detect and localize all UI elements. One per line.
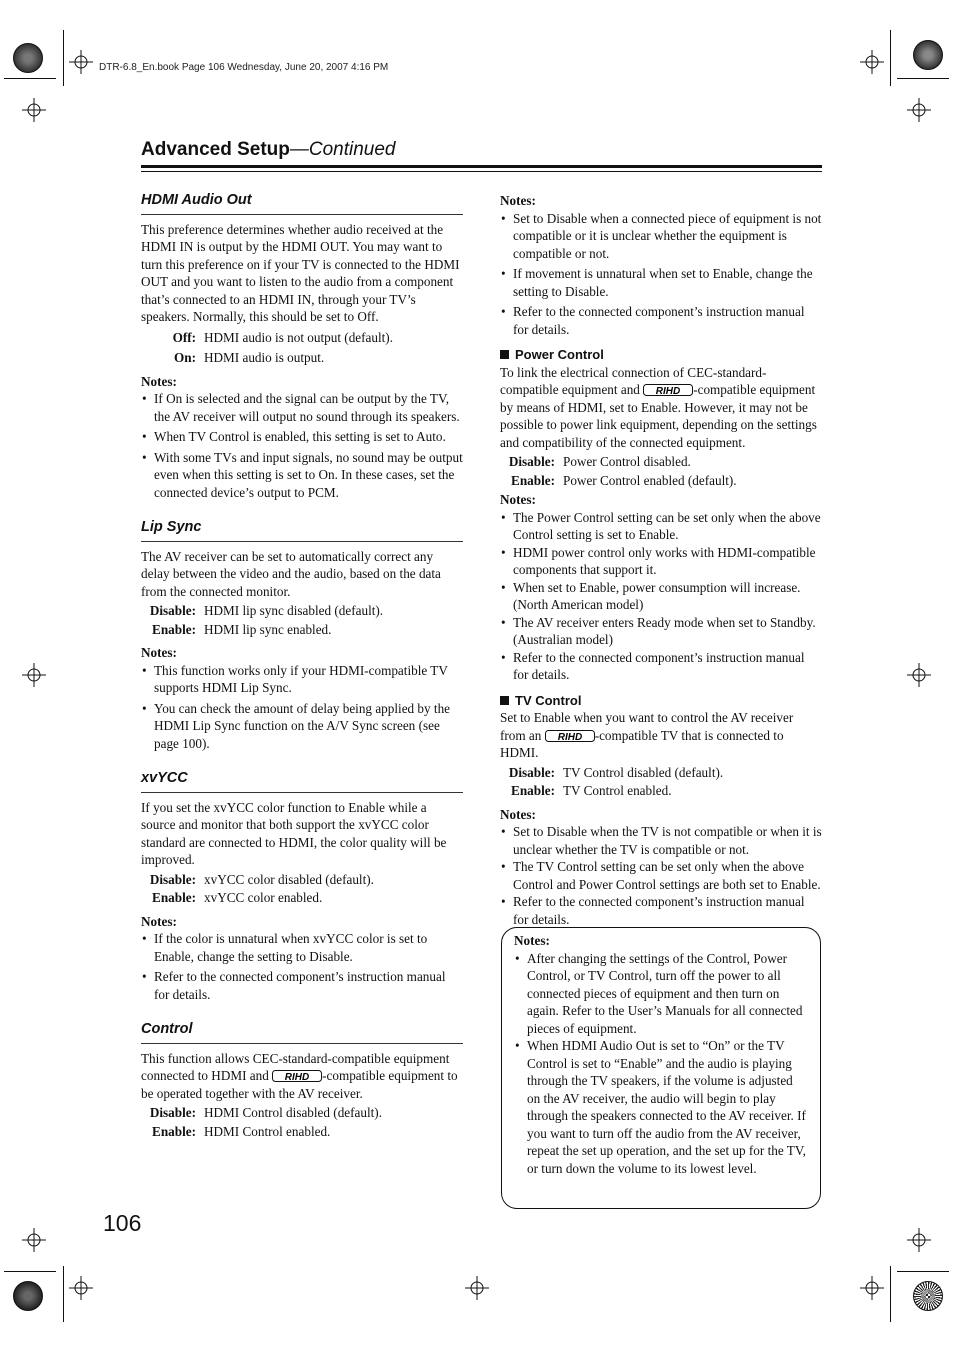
section-body: If you set the xvYCC color function to Enable while a source and monitor that both support the xvYCC color standard are connected to HDMI, the color quality will be improved. [141,799,447,867]
option-row [141,349,463,367]
note-item: • When TV Control is enabled, this setting is set to Auto. [141,428,463,446]
crop-line [63,1266,64,1322]
option-row [141,621,463,639]
section-heading: HDMI Audio Out [141,192,463,215]
option-row [500,764,822,782]
notes-list [500,823,822,928]
note-item: • After changing the settings of the Control, Power Control, or TV Control, turn off the power to all connected pieces of equipment and then turn on again. Refer to the User’s Manuals for all connected pieces of equipment. [514,950,806,1038]
crop-line [890,30,891,86]
right-column [500,192,822,928]
registration-mark-icon [907,663,931,687]
crop-line [4,78,56,79]
header-rule [141,171,822,172]
registration-mark-icon [69,1276,93,1300]
note-item: • Set to Disable when the TV is not compatible or when it is unclear whether the TV is compatible or not. [500,823,822,858]
notes-label: Notes: [500,492,536,507]
body-text: -compatible equipment by means of HDMI, set to Enable. However, it may not be possible to power link equipment, depending on the settings and compatibility of the connected equipment. [500,382,817,450]
note-item: • If movement is unnatural when set to Enable, change the setting to Disable. [500,265,822,300]
registration-mark-icon [465,1276,489,1300]
rihd-logo-icon [545,730,595,742]
section-hdmi-audio-out [141,192,463,501]
note-item: • You can check the amount of delay being applied by the HDMI Lip Sync function on the A/V Sync screen (see page 100). [141,700,463,753]
notes-label: Notes: [514,933,550,948]
section-tv-control [500,692,822,929]
notes-label: Notes: [141,645,177,660]
notes-list [500,210,822,339]
section-body: The AV receiver can be set to automatically correct any delay between the video and the audio, based on the data from the connected monitor. [141,548,441,599]
option-key: Enable: [511,783,555,798]
registration-mark-icon [860,50,884,74]
body-text: -compatible equipment to be operated together with the AV receiver. [141,1068,458,1101]
registration-mark-icon [907,98,931,122]
note-item: • With some TVs and input signals, no sound may be output even when this setting is set to On. In these cases, set the connected device’s output to PCM. [141,449,463,502]
section-control [141,1021,463,1140]
subsection-title: Power Control [515,347,604,362]
option-key: Disable: [149,1105,196,1120]
option-key: Disable: [508,454,555,469]
option-value: HDMI audio is output. [204,350,325,365]
notes-label: Notes: [500,806,536,822]
option-row [500,453,822,471]
option-row [141,1123,463,1141]
registration-mark-icon [22,98,46,122]
section-body [500,709,822,762]
option-row [141,602,463,620]
registration-mark-icon [22,663,46,687]
option-value: HDMI lip sync enabled. [204,621,332,637]
option-key: Enable: [152,890,196,905]
square-bullet-icon [500,350,509,359]
crop-line [890,1266,891,1322]
color-disc-icon [13,1281,43,1311]
color-disc-icon [913,40,943,70]
note-item: • When HDMI Audio Out is set to “On” or the TV Control is set to “Enable” and the audio is playing through the TV speakers, if the volume is adjusted on the AV receiver, the audio will begin to play through the speakers connected to the AV receiver. If you want to turn off the audio from the AV receiver, repeat the set up operation, and the set up for the TV, or turn down the volume to its lowest level. [514,1037,806,1177]
note-item: • When set to Enable, power consumption will increase. (North American model) [500,579,822,614]
section-body [500,364,822,452]
control-notes [500,192,822,338]
crop-line [4,1271,56,1272]
rihd-logo-icon [272,1070,322,1082]
option-key: Enable: [152,621,196,637]
subsection-heading [500,692,822,710]
note-item: • HDMI power control only works with HDMI-compatible components that support it. [500,544,822,579]
header-continued: —Continued [289,139,396,160]
registration-mark-icon [860,1276,884,1300]
square-bullet-icon [500,696,509,705]
option-row [141,329,463,347]
notes-list [500,509,822,684]
option-value: xvYCC color disabled (default). [204,871,374,887]
registration-mark-icon [907,1228,931,1252]
option-value: xvYCC color enabled. [204,890,323,905]
note-item: • Refer to the connected component’s instruction manual for details. [500,649,822,684]
registration-mark-icon [69,50,93,74]
option-value: Power Control enabled (default). [563,472,737,488]
option-value: HDMI Control disabled (default). [204,1105,382,1120]
notes-label: Notes: [141,373,177,389]
notes-list [141,390,463,501]
section-body [141,1050,463,1103]
note-item: • Refer to the connected component’s instruction manual for details. [500,893,822,928]
note-item: • If the color is unnatural when xvYCC color is set to Enable, change the setting to Disable. [141,930,463,965]
color-disc-icon [913,1281,943,1311]
note-item: • The AV receiver enters Ready mode when set to Standby. (Australian model) [500,614,822,649]
option-key: Off: [172,329,196,345]
option-value: TV Control enabled. [563,783,672,798]
option-key: Enable: [511,472,555,488]
header-rule [141,165,822,168]
option-value: HDMI lip sync disabled (default). [204,603,384,618]
option-row [141,1104,463,1122]
page-number: 106 [103,1210,142,1236]
note-item: • Refer to the connected component’s instruction manual for details. [500,303,822,338]
section-lip-sync [141,519,463,752]
note-item: • The Power Control setting can be set only when the above Control setting is set to Enable. [500,509,822,544]
note-item: • The TV Control setting can be set only when the above Control and Power Control settings are both set to Enable. [500,858,822,893]
note-item: • This function works only if your HDMI-compatible TV supports HDMI Lip Sync. [141,662,463,697]
subsection-heading [500,346,822,364]
color-disc-icon [13,43,43,73]
note-item: • Set to Disable when a connected piece of equipment is not compatible or it is unclear whether the equipment is compatible or not. [500,210,822,263]
header-title: Advanced Setup [141,139,290,160]
registration-mark-icon [22,1228,46,1252]
section-xvycc [141,770,463,1003]
notes-label: Notes: [141,913,177,929]
section-heading: xvYCC [141,770,463,793]
left-column [141,192,463,1154]
section-power-control [500,346,822,684]
option-key: Disable: [508,764,555,780]
note-item: • Refer to the connected component’s instruction manual for details. [141,968,463,1003]
section-heading: Lip Sync [141,519,463,542]
crop-line [897,1271,949,1272]
body-text: Set to Enable when you want to control the AV receiver from an [500,710,794,743]
section-heading: Control [141,1021,463,1044]
crop-line [897,78,949,79]
svg-text:RIHD: RIHD [655,386,681,396]
option-row [500,472,822,490]
note-item: • If On is selected and the signal can be output by the TV, the AV receiver will output no sound through its speakers. [141,390,463,425]
option-key: Enable: [152,1123,196,1139]
rihd-logo-icon [643,384,693,396]
option-key: Disable: [149,603,196,618]
print-info: DTR-6.8_En.book Page 106 Wednesday, June 20, 2007 4:16 PM [99,62,389,73]
option-value: HDMI audio is not output (default). [204,329,393,345]
option-value: HDMI Control enabled. [204,1123,331,1139]
option-key: Disable: [149,871,196,887]
body-text: This function allows CEC-standard-compatible equipment connected to HDMI and [141,1050,450,1083]
svg-text:RIHD: RIHD [557,731,582,742]
option-key: On: [174,350,196,365]
subsection-title: TV Control [515,692,582,708]
body-text: -compatible TV that is connected to HDMI. [500,727,784,760]
body-text: To link the electrical connection of CEC-standard-compatible equipment and [500,364,767,397]
option-value: TV Control disabled (default). [563,764,724,780]
option-row [500,782,822,800]
notes-list [141,930,463,1003]
notes-list [514,950,806,1178]
notes-list [141,662,463,753]
section-body: This preference determines whether audio received at the HDMI IN is output by the HDMI OUT. You may want to turn this preference on if your TV is connected to the HDMI OUT and you want to listen to the audio from a component that’s connected to an HDMI IN, through your TV’s speakers. Normally, this should be set to Off. [141,221,460,324]
option-value: Power Control disabled. [563,454,691,469]
notes-box [501,927,821,1209]
notes-label: Notes: [500,193,536,208]
svg-text:RIHD: RIHD [284,1072,310,1082]
option-row [141,889,463,907]
crop-line [63,30,64,86]
page-header [141,139,396,161]
option-row [141,871,463,889]
